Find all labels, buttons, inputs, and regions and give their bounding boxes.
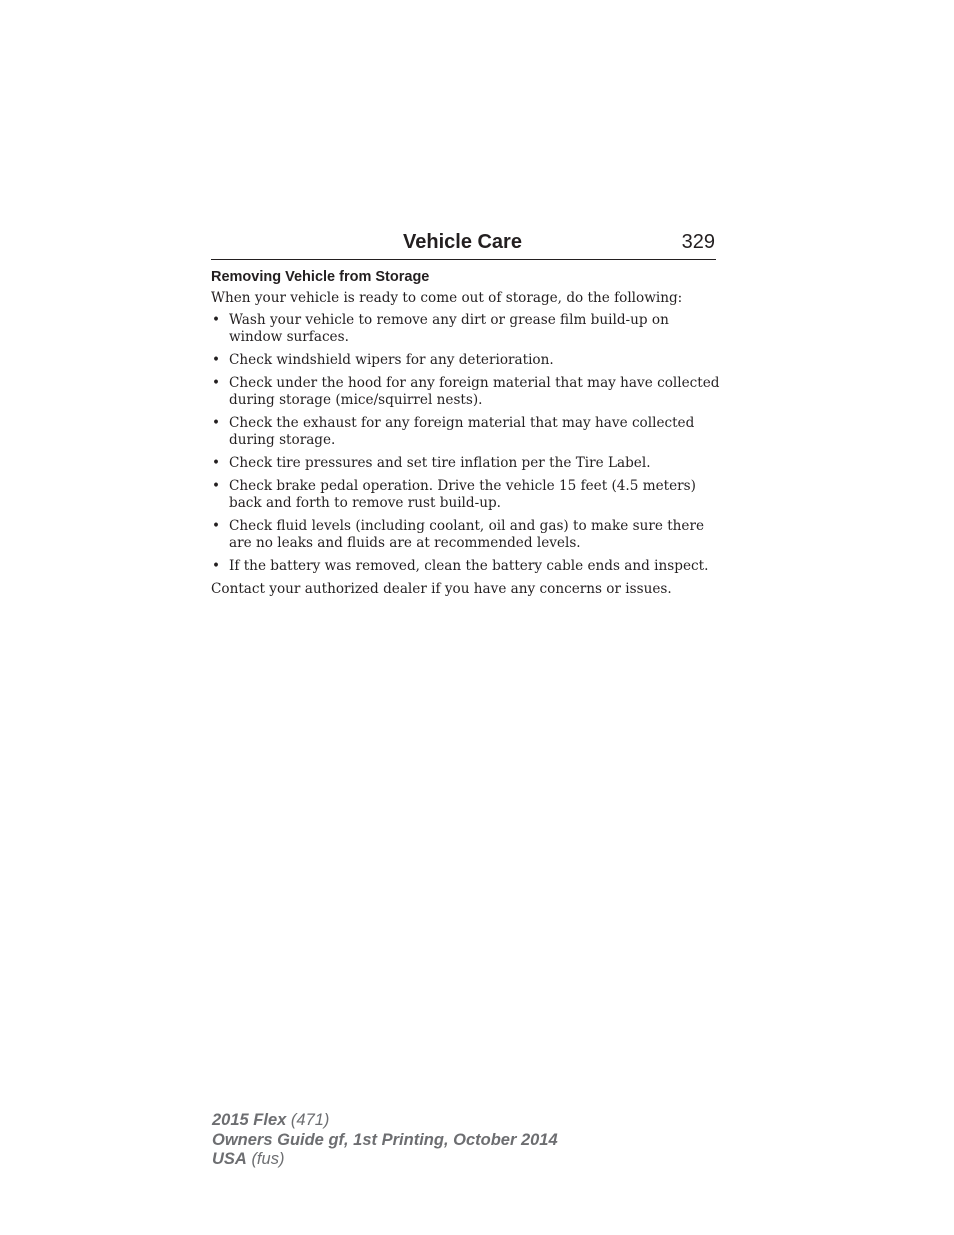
- main-content: [211, 267, 721, 598]
- list-item-text: Check fluid levels (including coolant, oil and gas) to make sure there are no leaks and fluids are at recommended levels.: [229, 518, 705, 551]
- list-item-text: Check tire pressures and set tire inflation per the Tire Label.: [229, 455, 651, 471]
- bullet-icon: •: [212, 352, 221, 368]
- footer-market-name: USA: [212, 1150, 247, 1168]
- list-item-text: Check the exhaust for any foreign material that may have collected during storage.: [229, 415, 695, 448]
- bullet-icon: •: [212, 312, 221, 328]
- section-title: Vehicle Care: [403, 231, 522, 253]
- list-item-text: Check under the hood for any foreign material that may have collected during storage (mice/squirrel nests).: [229, 375, 720, 408]
- closing-paragraph: Contact your authorized dealer if you have any concerns or issues.: [211, 581, 672, 597]
- list-item-text: Check windshield wipers for any deterioration.: [229, 352, 554, 368]
- list-item: [211, 455, 721, 472]
- footer-line-model: [212, 1111, 558, 1131]
- footer-model-code: (471): [290, 1111, 330, 1129]
- document-footer: [212, 1111, 558, 1170]
- list-item: [211, 558, 721, 575]
- list-item: [211, 312, 721, 346]
- list-item: [211, 518, 721, 552]
- footer-line-market: [212, 1150, 558, 1170]
- footer-model-name: 2015 Flex: [212, 1111, 287, 1129]
- footer-market-code: (fus): [251, 1150, 285, 1168]
- footer-line-edition: Owners Guide gf, 1st Printing, October 2014: [212, 1130, 558, 1149]
- bullet-list: [211, 312, 721, 575]
- subheading: Removing Vehicle from Storage: [211, 269, 430, 285]
- page-header: [211, 228, 716, 260]
- page-number: 329: [681, 231, 715, 253]
- intro-paragraph: When your vehicle is ready to come out of storage, do the following:: [211, 290, 683, 306]
- list-item-text: If the battery was removed, clean the battery cable ends and inspect.: [229, 558, 709, 574]
- list-item-text: Check brake pedal operation. Drive the vehicle 15 feet (4.5 meters) back and forth to remove rust build-up.: [229, 478, 696, 511]
- list-item: [211, 478, 721, 512]
- bullet-icon: •: [212, 558, 221, 574]
- bullet-icon: •: [212, 518, 221, 534]
- bullet-icon: •: [212, 375, 221, 391]
- bullet-icon: •: [212, 455, 221, 471]
- list-item: [211, 352, 721, 369]
- list-item: [211, 415, 721, 449]
- list-item-text: Wash your vehicle to remove any dirt or grease film build-up on window surfaces.: [229, 312, 669, 345]
- bullet-icon: •: [212, 415, 221, 431]
- bullet-icon: •: [212, 478, 221, 494]
- list-item: [211, 375, 721, 409]
